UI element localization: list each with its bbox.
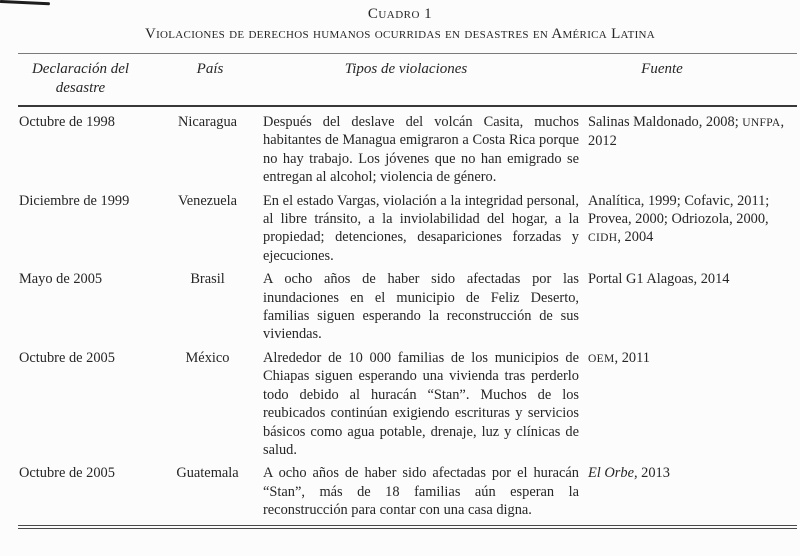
header-row [18, 54, 797, 107]
source-text: , 2011 [614, 349, 650, 366]
table-row [18, 345, 797, 460]
table-row [18, 460, 797, 520]
source-text: Salinas Maldonado, 2008; [588, 114, 743, 130]
disaster-date-cell: Mayo de 2005 [19, 271, 103, 288]
publication-italic-text: El Orbe [588, 465, 634, 482]
violations-cell: A ocho años de haber sido afectadas por el huracán “Stan”, más de 18 familias aún esperan la reconstrucción para contar con una casa digna. [263, 465, 579, 519]
violations-cell: Alrededor de 10 000 familias de los municipios de Chiapas siguen esperando una vivienda tras perderlo todo debido al huracán “Stan”. Muchos de los reubicados continúan exigiendo escrituras y servicios básicos como agua potable, drenaje, luz y clínicas de salud. [263, 349, 579, 458]
disaster-date-cell: Octubre de 2005 [19, 349, 115, 366]
disaster-date-cell: Octubre de 1998 [19, 114, 115, 130]
column-header-pais: País [165, 54, 255, 107]
table-body [18, 106, 797, 521]
source-text: , 2004 [617, 229, 654, 246]
violations-table [18, 53, 797, 521]
country-cell: Guatemala [176, 465, 239, 482]
table-number: Cuadro 1 [367, 6, 433, 22]
source-text: , 2013 [633, 465, 670, 482]
source-cell [583, 460, 797, 520]
table-row [18, 188, 797, 267]
country-cell: Nicaragua [177, 114, 238, 130]
acronym-smallcaps-text: CIDH [588, 232, 618, 245]
table-row [18, 106, 797, 188]
table-caption-block [0, 0, 800, 43]
data-table-container [18, 53, 797, 529]
violations-cell: Después del deslave del volcán Casita, muchos habitantes de Managua emigraron a Costa Rica porque no hay trabajo. Los jóvenes que no han emigrado se entregan al alcohol; violencia de género. [263, 114, 579, 186]
source-text: Analítica, 1999; Cofavic, 2011; Provea, 2000; Odriozola, 2000, [588, 192, 770, 228]
source-cell [583, 266, 797, 345]
table-title: Violaciones de derechos humanos ocurridas en desastres en América Latina [144, 26, 656, 42]
source-cell [583, 106, 797, 188]
violations-cell: A ocho años de haber sido afectadas por las inundaciones en el municipio de Feliz Deserto, familias siguen esperando la reconstrucción de sus viviendas. [263, 271, 579, 343]
source-cell [583, 345, 797, 460]
country-cell: México [185, 349, 230, 366]
acronym-smallcaps-text: OEM [588, 352, 615, 365]
table-bottom-rule [18, 525, 797, 529]
country-cell: Venezuela [177, 192, 238, 209]
violations-cell: En el estado Vargas, violación a la integridad personal, al libre tránsito, a la inviolabilidad del hogar, a la propiedad; detenciones, desapariciones forzadas y ejecuciones. [263, 192, 579, 264]
column-header-tipos: Tipos de violaciones [255, 54, 583, 107]
source-text: Portal G1 Alagoas, 2014 [588, 271, 730, 288]
source-text: , 2012 [588, 114, 785, 150]
column-header-fuente: Fuente [583, 54, 797, 107]
disaster-date-cell: Diciembre de 1999 [19, 192, 130, 209]
column-header-declaracion: Declaración del desastre [18, 54, 165, 107]
source-cell [583, 188, 797, 267]
country-cell: Brasil [190, 271, 225, 288]
disaster-date-cell: Octubre de 2005 [19, 465, 115, 482]
table-header [18, 54, 797, 107]
acronym-smallcaps-text: UNFPA [742, 117, 781, 129]
table-row [18, 266, 797, 345]
